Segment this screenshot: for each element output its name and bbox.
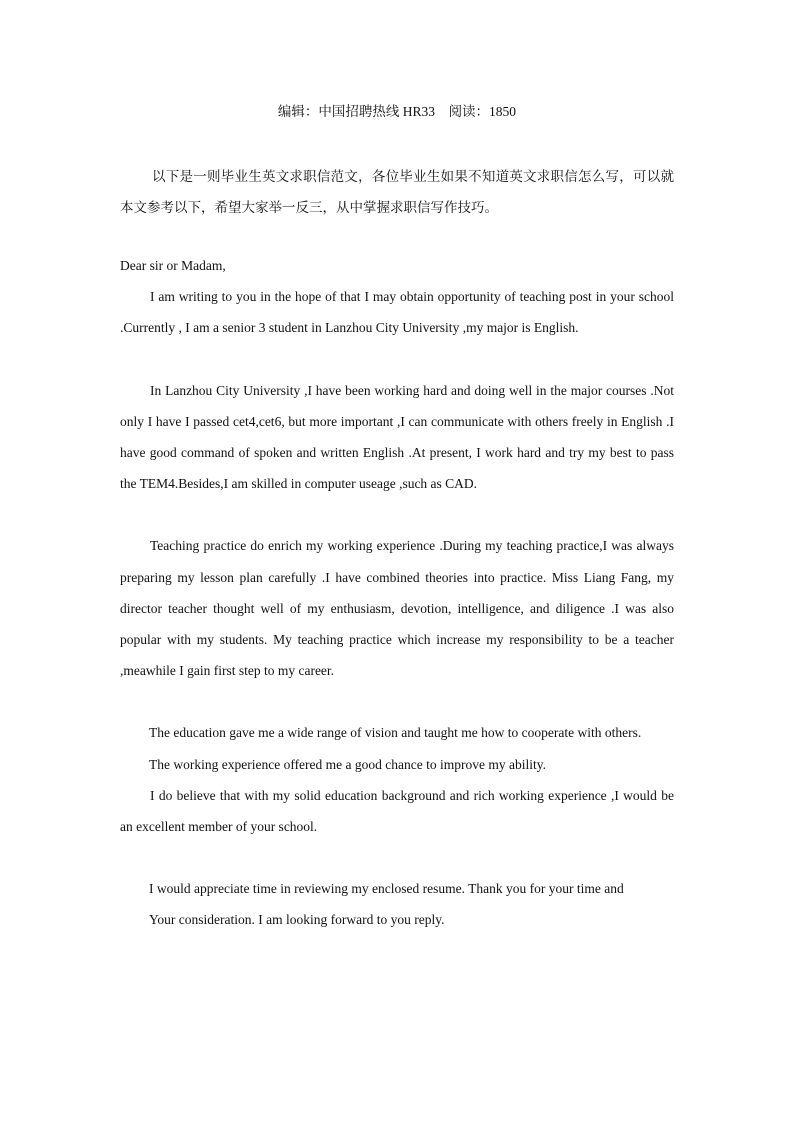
- letter-paragraph-2: In Lanzhou City University ,I have been working hard and doing well in the major courses .Not only I have I passed cet4,cet6, but more important ,I can communicate with others freely in English .I have good command of spoken and written English .At present, I work hard and try my best to pass the TEM4.Besides,I am skilled in computer useage ,such as CAD.: [120, 382, 674, 492]
- reads-count-label: 阅读：1850: [448, 104, 517, 119]
- intro-paragraph: 以下是一则毕业生英文求职信范文，各位毕业生如果不知道英文求职信怎么写，可以就本文参考以下，希望大家举一反三，从中掌握求职信写作技巧。: [120, 169, 674, 216]
- letter-paragraph-6a: I would appreciate time in reviewing my enclosed resume. Thank you for your time and: [149, 881, 624, 897]
- letter-paragraph-3: Teaching practice do enrich my working experience .During my teaching practice,I was always preparing my lesson plan carefully .I have combined theories into practice. Miss Liang Fang, my director teacher thought well of my enthusiasm, devotion, intelligence, and diligence .I was also popular with my students. My teaching practice which increase my responsibility to be a teacher ,meawhile I gain first step to my career.: [120, 538, 674, 679]
- letter-paragraph-6b: Your consideration. I am looking forward to you reply.: [149, 912, 445, 928]
- editor-label: 编辑：中国招聘热线 HR33: [277, 104, 436, 119]
- letter-paragraph-1: I am writing to you in the hope of that I may obtain opportunity of teaching post in your school .Currently , I am a senior 3 student in Lanzhou City University ,my major is English.: [120, 289, 674, 336]
- letter-body: [120, 162, 674, 936]
- letter-paragraph-5: I do believe that with my solid education background and rich working experience ,I would be an excellent member of your school.: [120, 787, 674, 835]
- letter-salutation: Dear sir or Madam,: [120, 258, 226, 273]
- article-meta-line: [0, 102, 794, 122]
- letter-paragraph-4b: The working experience offered me a good chance to improve my ability.: [149, 756, 546, 772]
- letter-paragraph-4a: The education gave me a wide range of vision and taught me how to cooperate with others.: [149, 725, 642, 741]
